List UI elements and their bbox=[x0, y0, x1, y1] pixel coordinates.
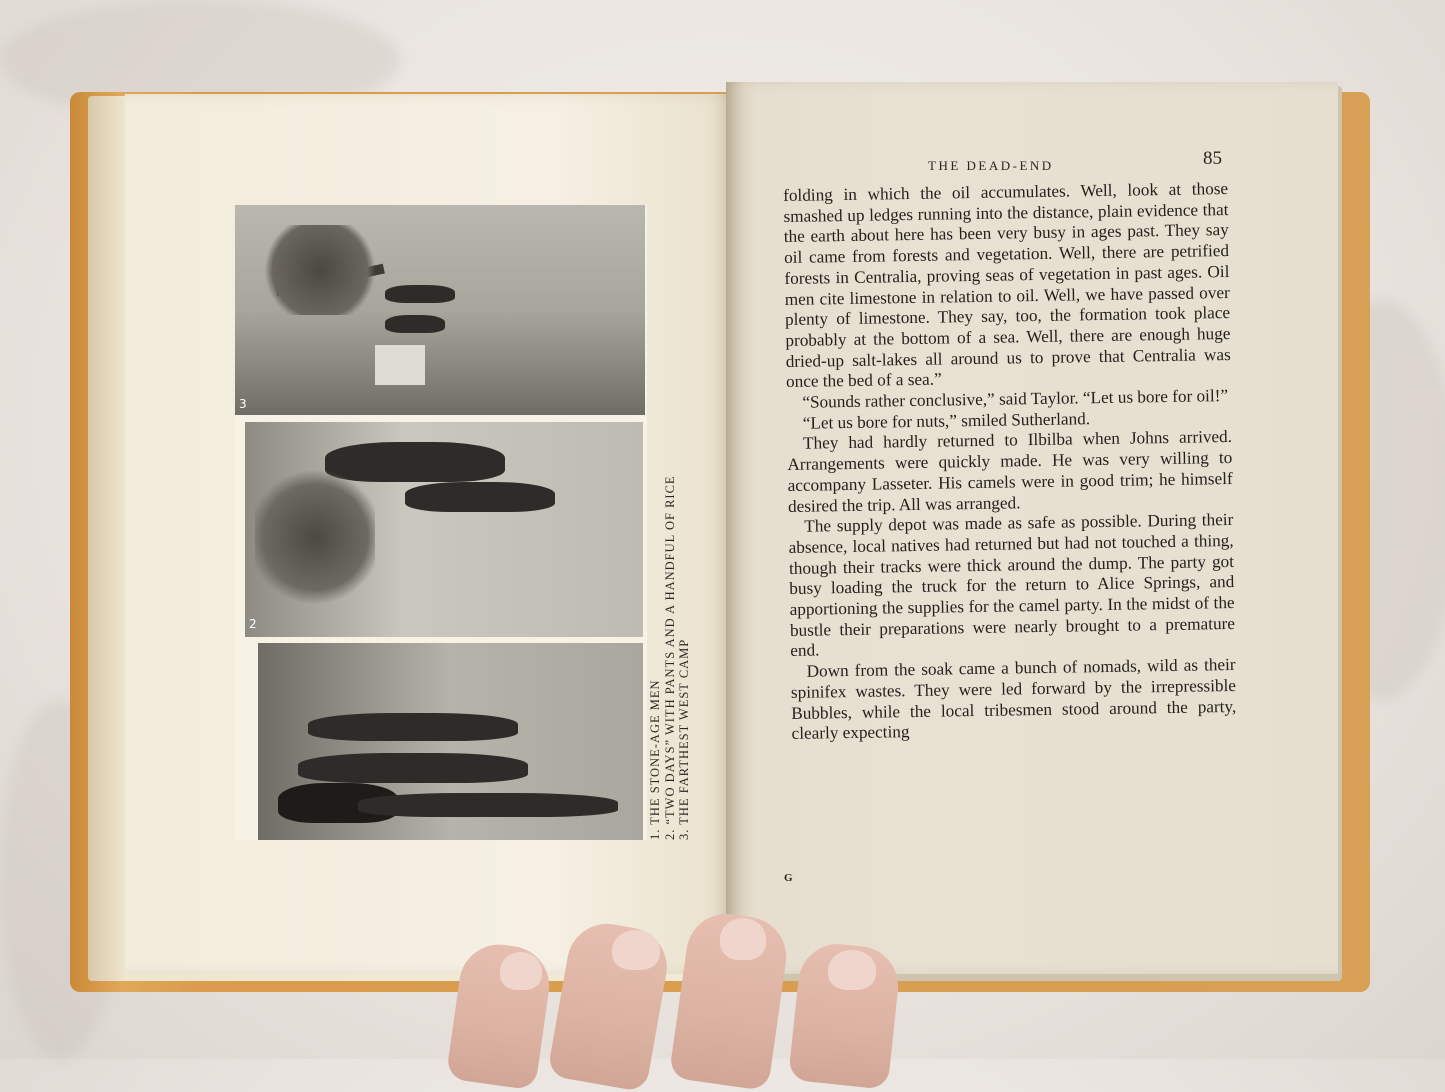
photo-number-3: 3 bbox=[239, 397, 247, 411]
signature-mark: G bbox=[784, 872, 793, 884]
paragraph: folding in which the oil accumulates. Well, look at those smashed up ledges running into the distance, plain evidence that the earth about here has been very busy in ages past. They say oil came from forests and vegetation. Well, there are petrified forests in Centralia, proving seas of vegetation in past ages. Oil men cite limestone in relation to oil. Well, we have passed over plenty of limestone. They say, too, the formation took place probably at the bottom of a sea. Well, there are enough huge dried-up salt-lakes all around us to prove that Centralia was once the bed of a sea.” bbox=[783, 179, 1231, 392]
caption-line-3: 3. THE FARTHEST WEST CAMP bbox=[677, 638, 691, 840]
photo-stone-age-men bbox=[258, 643, 643, 840]
caption-line-1: 1. THE STONE-AGE MEN bbox=[648, 679, 662, 840]
photo-number-2: 2 bbox=[249, 617, 257, 631]
paragraph: “Let us bore for nuts,” smiled Sutherland. bbox=[802, 408, 1091, 433]
page-text bbox=[783, 179, 1237, 745]
paragraph: They had hardly returned to Ilbilba when Johns arrived. Arrangements were quickly made. He was very willing to accompany Lasseter. His camels were in good trim; he himself desired the trip. All was arranged. bbox=[787, 427, 1233, 516]
photo-two-days bbox=[245, 422, 643, 637]
running-head: THE DEAD-END bbox=[928, 158, 1054, 173]
page-number: 85 bbox=[1203, 148, 1222, 169]
caption-line-2: 2. “TWO DAYS” WITH PANTS AND A HANDFUL OF RICE bbox=[662, 475, 677, 840]
photo-farthest-west-camp bbox=[235, 205, 645, 415]
paragraph: Down from the soak came a bunch of nomads, wild as their spinifex wastes. They were led forward by the irrepressible Bubbles, while the local tribesmen stood around the party, clearly expecting bbox=[790, 655, 1237, 744]
plate-caption bbox=[648, 320, 692, 840]
paragraph: “Sounds rather conclusive,” said Taylor. “Let us bore for oil!” bbox=[802, 386, 1229, 412]
paragraph: The supply depot was made as safe as possible. During their absence, local natives had returned but had not touched a thing, though their tracks were thick around the dump. The party got busy loading the truck for the return to Alice Springs, and apportioning the supplies for the camel party. In the midst of the bustle their preparations were nearly brought to a premature end. bbox=[788, 510, 1236, 661]
